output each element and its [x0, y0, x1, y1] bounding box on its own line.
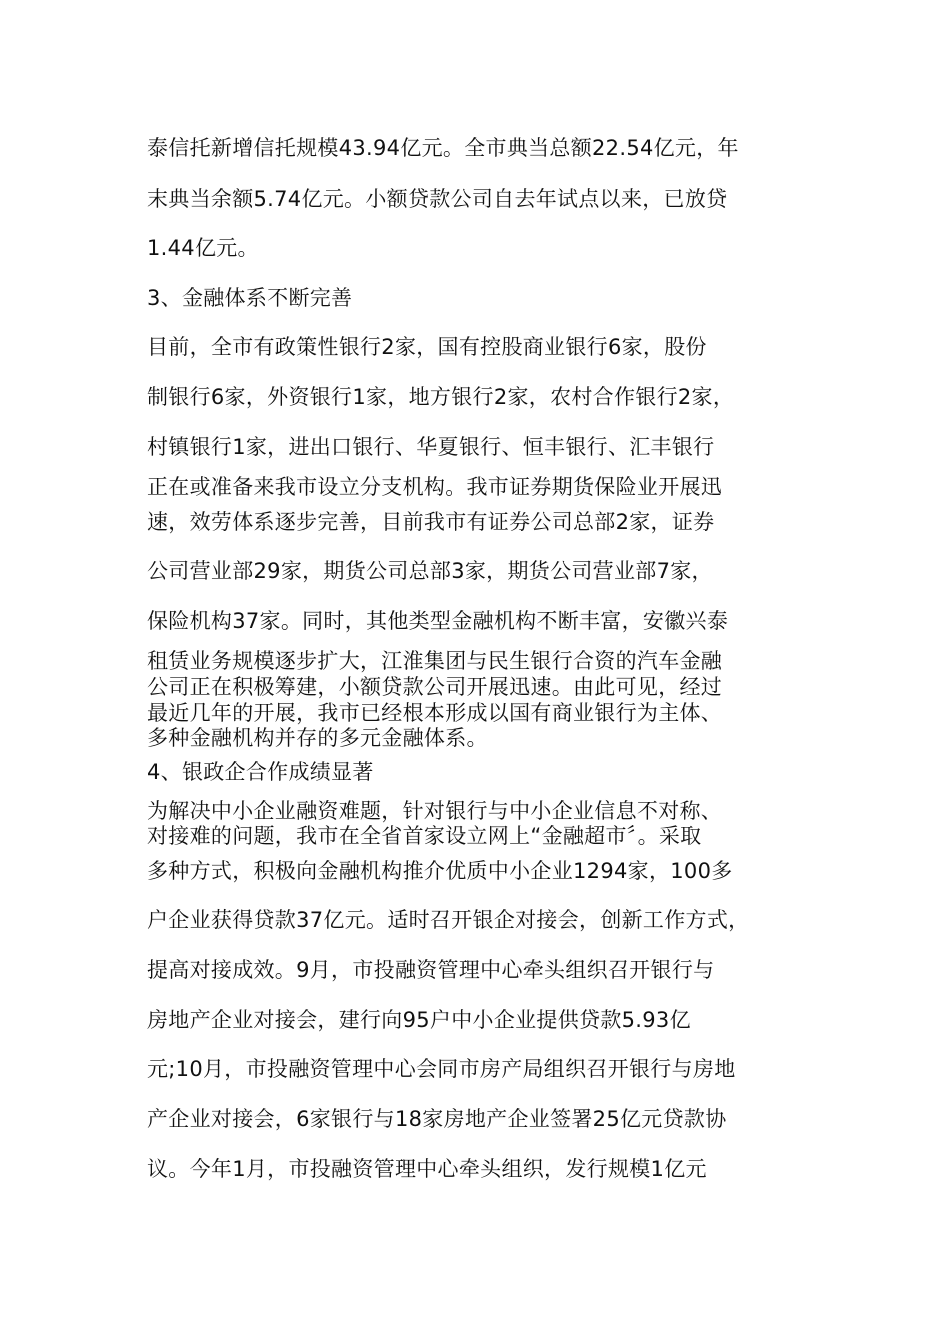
text-line: 多种金融机构并存的多元金融体系。 [147, 726, 488, 750]
text-line: 户企业获得贷款37亿元。适时召开银企对接会，创新工作方式， [147, 908, 750, 932]
text-line: 公司正在积极筹建，小额贷款公司开展迅速。由此可见，经过 [147, 675, 723, 699]
text-line: 多种方式，积极向金融机构推介优质中小企业1294家，100多 [147, 859, 733, 883]
text-line: 泰信托新增信托规模43.94亿元。全市典当总额22.54亿元，年 [147, 136, 739, 160]
text-line: 房地产企业对接会，建行向95户中小企业提供贷款5.93亿 [147, 1008, 691, 1032]
text-line: 保险机构37家。同时，其他类型金融机构不断丰富，安徽兴泰 [147, 609, 729, 633]
text-line: 议。今年1月，市投融资管理中心牵头组织，发行规模1亿元 [147, 1157, 707, 1181]
text-line: 制银行6家，外资银行1家，地方银行2家，农村合作银行2家， [147, 385, 735, 409]
text-line: 租赁业务规模逐步扩大，江淮集团与民生银行合资的汽车金融 [147, 649, 723, 673]
text-line: 速，效劳体系逐步完善，目前我市有证券公司总部2家，证券 [147, 510, 715, 534]
text-line: 目前，全市有政策性银行2家，国有控股商业银行6家，股份 [147, 335, 707, 359]
text-line: 村镇银行1家，进出口银行、华夏银行、恒丰银行、汇丰银行 [147, 435, 715, 459]
section-heading: 4、银政企合作成绩显著 [147, 760, 374, 784]
text-line: 产企业对接会，6家银行与18家房地产企业签署25亿元贷款协 [147, 1107, 727, 1131]
section-heading: 3、金融体系不断完善 [147, 286, 353, 310]
text-line: 公司营业部29家，期货公司总部3家，期货公司营业部7家， [147, 559, 713, 583]
text-line: 提高对接成效。9月，市投融资管理中心牵头组织召开银行与 [147, 958, 715, 982]
text-line: 正在或准备来我市设立分支机构。我市证券期货保险业开展迅 [147, 475, 723, 499]
text-line: 最近几年的开展，我市已经根本形成以国有商业银行为主体、 [147, 701, 723, 725]
text-line: 元;10月，市投融资管理中心会同市房产局组织召开银行与房地 [147, 1057, 736, 1081]
text-line: 为解决中小企业融资难题，针对银行与中小企业信息不对称、 [147, 799, 723, 823]
text-line: 对接难的问题，我市在全省首家设立网上“金融超市〞。采取 [147, 824, 702, 848]
text-line: 1.44亿元。 [147, 236, 259, 260]
text-line: 末典当余额5.74亿元。小额贷款公司自去年试点以来，已放贷 [147, 187, 728, 211]
